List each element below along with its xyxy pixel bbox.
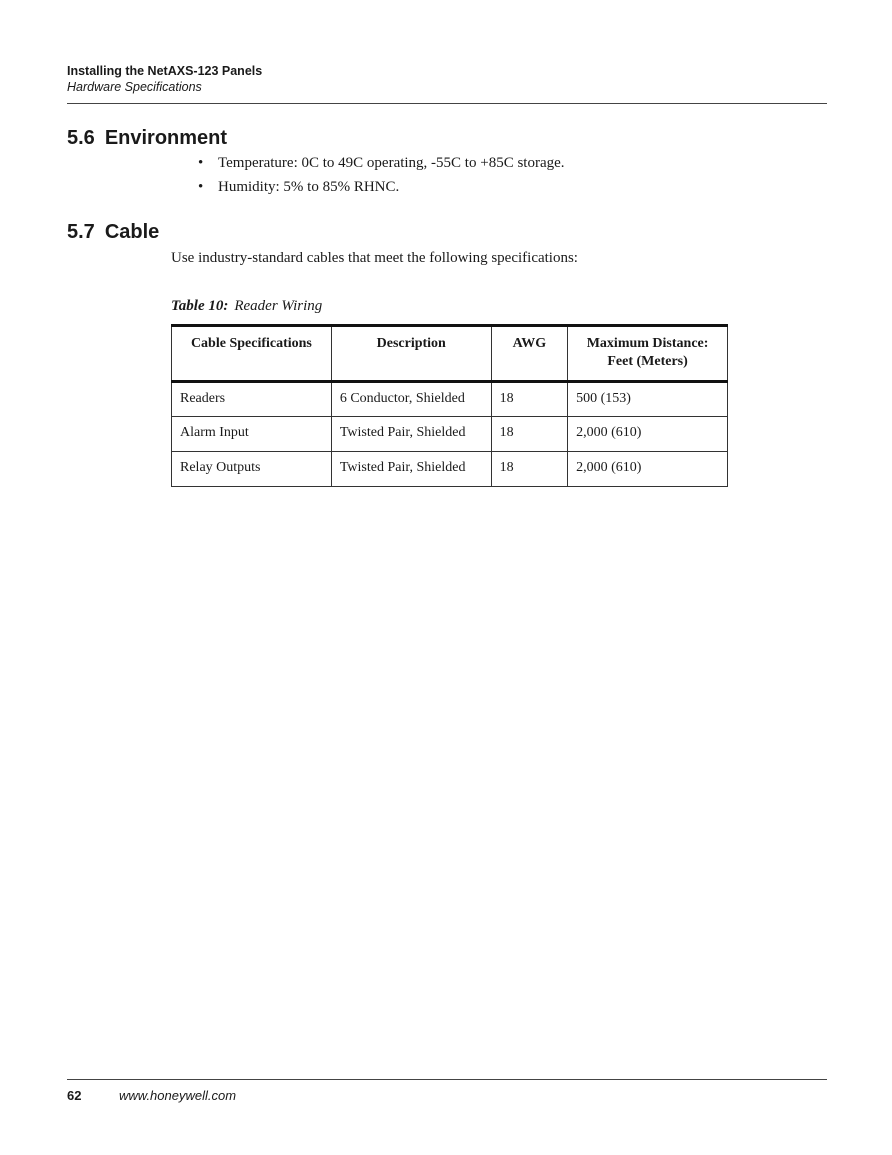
section-number: 5.7: [67, 221, 95, 243]
section-number: 5.6: [67, 127, 95, 149]
environment-bullet-list: [196, 151, 565, 199]
table-cell: 2,000 (610): [568, 452, 728, 487]
table-row: [172, 452, 728, 487]
cable-intro-text: Use industry-standard cables that meet the following specifications:: [171, 250, 578, 266]
table-cell: Alarm Input: [172, 417, 332, 452]
section-title: Cable: [104, 221, 160, 243]
table-cell: Readers: [172, 382, 332, 417]
table-caption-title: Reader Wiring: [234, 298, 323, 314]
footer-divider: [67, 1079, 827, 1080]
table-cell: Relay Outputs: [172, 452, 332, 487]
running-header: [67, 63, 827, 95]
table-caption: [171, 296, 322, 316]
table-cell: 500 (153): [568, 382, 728, 417]
table-cell: 2,000 (610): [568, 417, 728, 452]
table-caption-label: Table 10:: [171, 298, 229, 314]
footer-url: www.honeywell.com: [119, 1088, 237, 1103]
table-cell: Twisted Pair, Shielded: [331, 417, 491, 452]
header-title: Installing the NetAXS-123 Panels: [67, 64, 263, 78]
page-number: 62: [67, 1088, 82, 1103]
section-heading-cable: [67, 220, 159, 244]
header-subtitle: Hardware Specifications: [67, 80, 202, 94]
table-cell: 18: [491, 382, 567, 417]
section-heading-environment: [67, 126, 227, 150]
table-cell: 6 Conductor, Shielded: [331, 382, 491, 417]
bullet-item-humidity: • Humidity: 5% to 85% RHNC.: [196, 175, 565, 199]
column-header-cable-specifications: Cable Specifications: [172, 326, 332, 382]
table-cell: 18: [491, 452, 567, 487]
column-header-maximum-distance: Maximum Distance: Feet (Meters): [568, 326, 728, 382]
header-divider: [67, 103, 827, 104]
table-row: [172, 417, 728, 452]
page-footer: [67, 1087, 236, 1105]
column-header-awg: AWG: [491, 326, 567, 382]
table-cell: Twisted Pair, Shielded: [331, 452, 491, 487]
reader-wiring-table: [171, 324, 728, 487]
column-header-description: Description: [331, 326, 491, 382]
bullet-item-temperature: • Temperature: 0C to 49C operating, -55C to +85C storage.: [196, 151, 565, 175]
table-row: [172, 382, 728, 417]
table-cell: 18: [491, 417, 567, 452]
table-header-row: [172, 326, 728, 382]
section-title: Environment: [104, 127, 228, 149]
